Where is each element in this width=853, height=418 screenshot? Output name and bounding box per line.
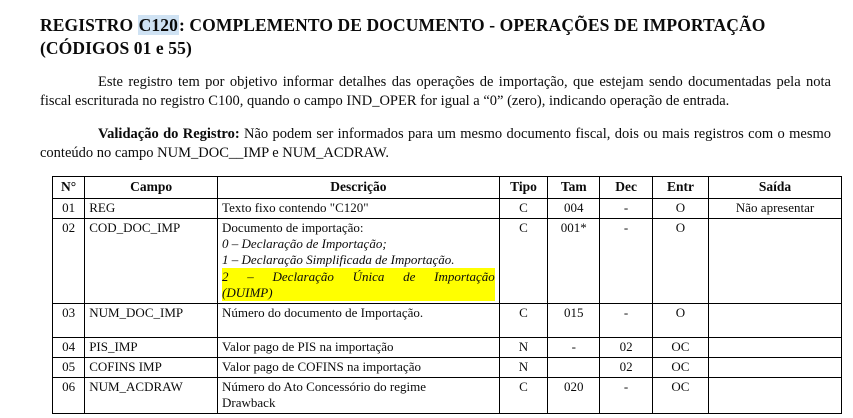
column-header-numero: N° (53, 176, 85, 198)
table-row (53, 338, 842, 358)
cell-tam: 015 (548, 304, 600, 338)
cell-descricao: Valor pago de PIS na importação (218, 338, 500, 358)
page-title (40, 14, 831, 60)
column-header-tipo: Tipo (499, 176, 547, 198)
cell-tam: - (548, 338, 600, 358)
cell-saida (709, 378, 842, 414)
cell-numero: 06 (53, 378, 85, 414)
cell-tam: 004 (548, 199, 600, 219)
cell-dec: 02 (600, 358, 652, 378)
cell-campo: REG (85, 199, 218, 219)
title-prefix: REGISTRO (40, 15, 138, 35)
column-header-tam: Tam (548, 176, 600, 198)
cell-entr: O (652, 219, 708, 304)
cell-tipo: N (499, 358, 547, 378)
cell-dec: 02 (600, 338, 652, 358)
paragraph-objective-text: Este registro tem por objetivo informar detalhes das operações de importação, que estejam sendo documentadas pela nota fiscal escriturada no registro C100, quando o campo IND_OPER for igual a “0” (zero), indicando operação de entrada. (40, 73, 831, 110)
paragraph-validation-text: Não podem ser informados para um mesmo documento fiscal, dois ou mais registros com o mesmo conteúdo no campo NUM_DOC__IMP e NUM_ACDRAW. (40, 125, 832, 162)
cell-descricao: Texto fixo contendo "C120" (218, 199, 500, 219)
table-row (53, 219, 842, 304)
cell-campo: COFINS IMP (85, 358, 218, 378)
cell-descricao (218, 378, 500, 414)
cell-tipo: C (499, 219, 547, 304)
desc-option-2-line-2: (DUIMP) (222, 284, 273, 300)
title-register-code: C120 (138, 15, 178, 35)
cell-dec: - (600, 304, 652, 338)
cell-saida: Não apresentar (709, 199, 842, 219)
cell-entr: OC (652, 338, 708, 358)
desc-heading: Documento de importação: (222, 220, 364, 236)
column-header-dec: Dec (600, 176, 652, 198)
cell-descricao: Valor pago de COFINS na importação (218, 358, 500, 378)
cell-dec: - (600, 378, 652, 414)
desc-option-highlighted (222, 268, 495, 302)
cell-numero: 03 (53, 304, 85, 338)
cell-entr: O (652, 199, 708, 219)
cell-entr: OC (652, 358, 708, 378)
table-row (53, 358, 842, 378)
desc-option-0: 0 – Declaração de Importação; (222, 235, 387, 251)
title-after: : COMPLEMENTO DE DOCUMENTO - OPERAÇÕES DE IMPORTAÇÃO (178, 15, 766, 35)
cell-numero: 01 (53, 199, 85, 219)
table-row (53, 199, 842, 219)
desc-line-1: Drawback (222, 394, 276, 410)
cell-tipo: C (499, 304, 547, 338)
cell-descricao (218, 219, 500, 304)
cell-dec: - (600, 219, 652, 304)
cell-saida (709, 219, 842, 304)
cell-entr: O (652, 304, 708, 338)
cell-campo: NUM_ACDRAW (85, 378, 218, 414)
cell-numero: 02 (53, 219, 85, 304)
cell-tam: 020 (548, 378, 600, 414)
column-header-campo: Campo (85, 176, 218, 198)
cell-numero: 05 (53, 358, 85, 378)
cell-tam (548, 358, 600, 378)
table-header-row (53, 176, 842, 198)
validation-label: Validação do Registro: (98, 125, 240, 142)
title-line-2: (CÓDIGOS 01 e 55) (40, 37, 192, 58)
column-header-descricao: Descrição (218, 176, 500, 198)
cell-campo: COD_DOC_IMP (85, 219, 218, 304)
cell-tipo: N (499, 338, 547, 358)
cell-tam: 001* (548, 219, 600, 304)
cell-campo: NUM_DOC_IMP (85, 304, 218, 338)
table-row (53, 304, 842, 338)
cell-saida (709, 358, 842, 378)
cell-saida (709, 304, 842, 338)
cell-numero: 04 (53, 338, 85, 358)
cell-tipo: C (499, 378, 547, 414)
cell-tipo: C (499, 199, 547, 219)
paragraph-objective (40, 73, 831, 112)
cell-descricao: Número do documento de Importação. (218, 304, 500, 338)
desc-line-0: Número do Ato Concessório do regime (222, 379, 427, 395)
table-row (53, 378, 842, 414)
cell-dec: - (600, 199, 652, 219)
cell-entr: OC (652, 378, 708, 414)
column-header-saida: Saída (709, 176, 842, 198)
paragraph-validation (40, 125, 831, 164)
column-header-entr: Entr (652, 176, 708, 198)
desc-option-1: 1 – Declaração Simplificada de Importação. (222, 251, 455, 267)
cell-campo: PIS_IMP (85, 338, 218, 358)
cell-saida (709, 338, 842, 358)
register-fields-table (52, 176, 842, 414)
desc-option-2-line-1: 2 – Declaração Única de Importação (222, 268, 495, 284)
